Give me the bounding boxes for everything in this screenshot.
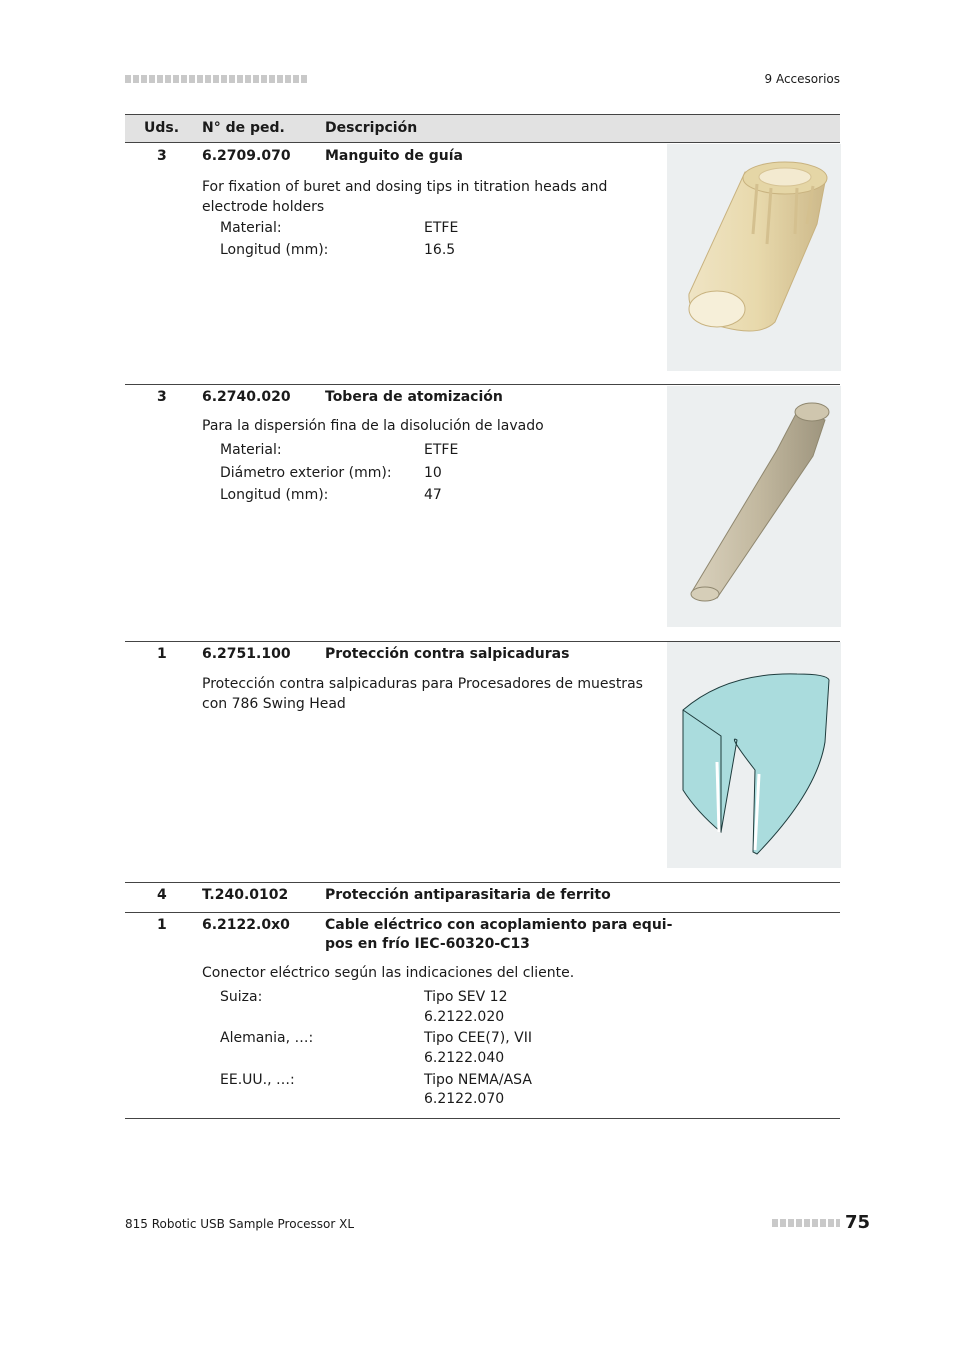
row1-order: 6.2709.070 <box>202 148 291 164</box>
header-decoration <box>125 75 307 83</box>
row-divider <box>125 912 840 913</box>
row5-prop-value: Tipo NEMA/ASA <box>424 1072 532 1088</box>
table-bottom-rule <box>125 1118 840 1119</box>
row2-order: 6.2740.020 <box>202 389 291 405</box>
row2-prop-label: Material: <box>220 442 282 458</box>
row1-qty: 3 <box>157 148 167 164</box>
row3-description: Protección contra salpicaduras para Procesadores de muestras con 786 Swing Head <box>202 676 643 712</box>
row5-description: Conector eléctrico según las indicaciones del cliente. <box>202 965 575 981</box>
row5-prop-code: 6.2122.020 <box>424 1009 505 1025</box>
page-number: 75 <box>845 1212 871 1233</box>
row2-qty: 3 <box>157 389 167 405</box>
table-header <box>125 114 840 143</box>
row2-prop-label: Longitud (mm): <box>220 487 329 503</box>
chapter-title: 9 Accesorios <box>764 72 840 86</box>
row5-qty: 1 <box>157 917 167 933</box>
row5-title-line2: pos en frío IEC-60320-C13 <box>325 936 530 952</box>
footer-title: 815 Robotic USB Sample Processor XL <box>125 1217 355 1231</box>
row1-title: Manguito de guía <box>325 148 463 164</box>
row5-prop-label: Suiza: <box>220 989 263 1005</box>
spray-nozzle-image <box>667 386 841 627</box>
row-divider <box>125 384 840 385</box>
row1-prop-value: ETFE <box>424 220 459 236</box>
row2-title: Tobera de atomización <box>325 389 503 405</box>
col-qty: Uds. <box>144 120 180 136</box>
row1-prop-label: Longitud (mm): <box>220 242 329 258</box>
row2-prop-value: 10 <box>424 465 442 481</box>
row2-prop-value: 47 <box>424 487 442 503</box>
row3-title: Protección contra salpicaduras <box>325 646 570 662</box>
row3-order: 6.2751.100 <box>202 646 291 662</box>
row5-order: 6.2122.0x0 <box>202 917 290 933</box>
row2-description: Para la dispersión fina de la disolución de lavado <box>202 418 544 434</box>
row5-title-line1: Cable eléctrico con acoplamiento para equi- <box>325 917 673 933</box>
row5-prop-code: 6.2122.040 <box>424 1050 505 1066</box>
col-order: N° de ped. <box>202 120 285 136</box>
row1-prop-label: Material: <box>220 220 282 236</box>
row2-prop-value: ETFE <box>424 442 459 458</box>
guide-sleeve-image <box>667 144 841 371</box>
row5-prop-value: Tipo SEV 12 <box>424 989 508 1005</box>
row4-title: Protección antiparasitaria de ferrito <box>325 887 611 903</box>
row3-qty: 1 <box>157 646 167 662</box>
row-divider <box>125 882 840 883</box>
row2-prop-label: Diámetro exterior (mm): <box>220 465 392 481</box>
row5-prop-label: Alemania, …: <box>220 1030 314 1046</box>
row5-prop-label: EE.UU., …: <box>220 1072 295 1088</box>
row1-description: For fixation of buret and dosing tips in titration heads and electrode holders <box>202 179 608 215</box>
footer-decoration <box>772 1219 840 1227</box>
col-description: Descripción <box>325 120 418 136</box>
row5-prop-code: 6.2122.070 <box>424 1091 505 1107</box>
row4-order: T.240.0102 <box>202 887 289 903</box>
splash-protection-image <box>667 642 841 868</box>
row4-qty: 4 <box>157 887 167 903</box>
row5-prop-value: Tipo CEE(7), VII <box>424 1030 532 1046</box>
row1-prop-value: 16.5 <box>424 242 456 258</box>
